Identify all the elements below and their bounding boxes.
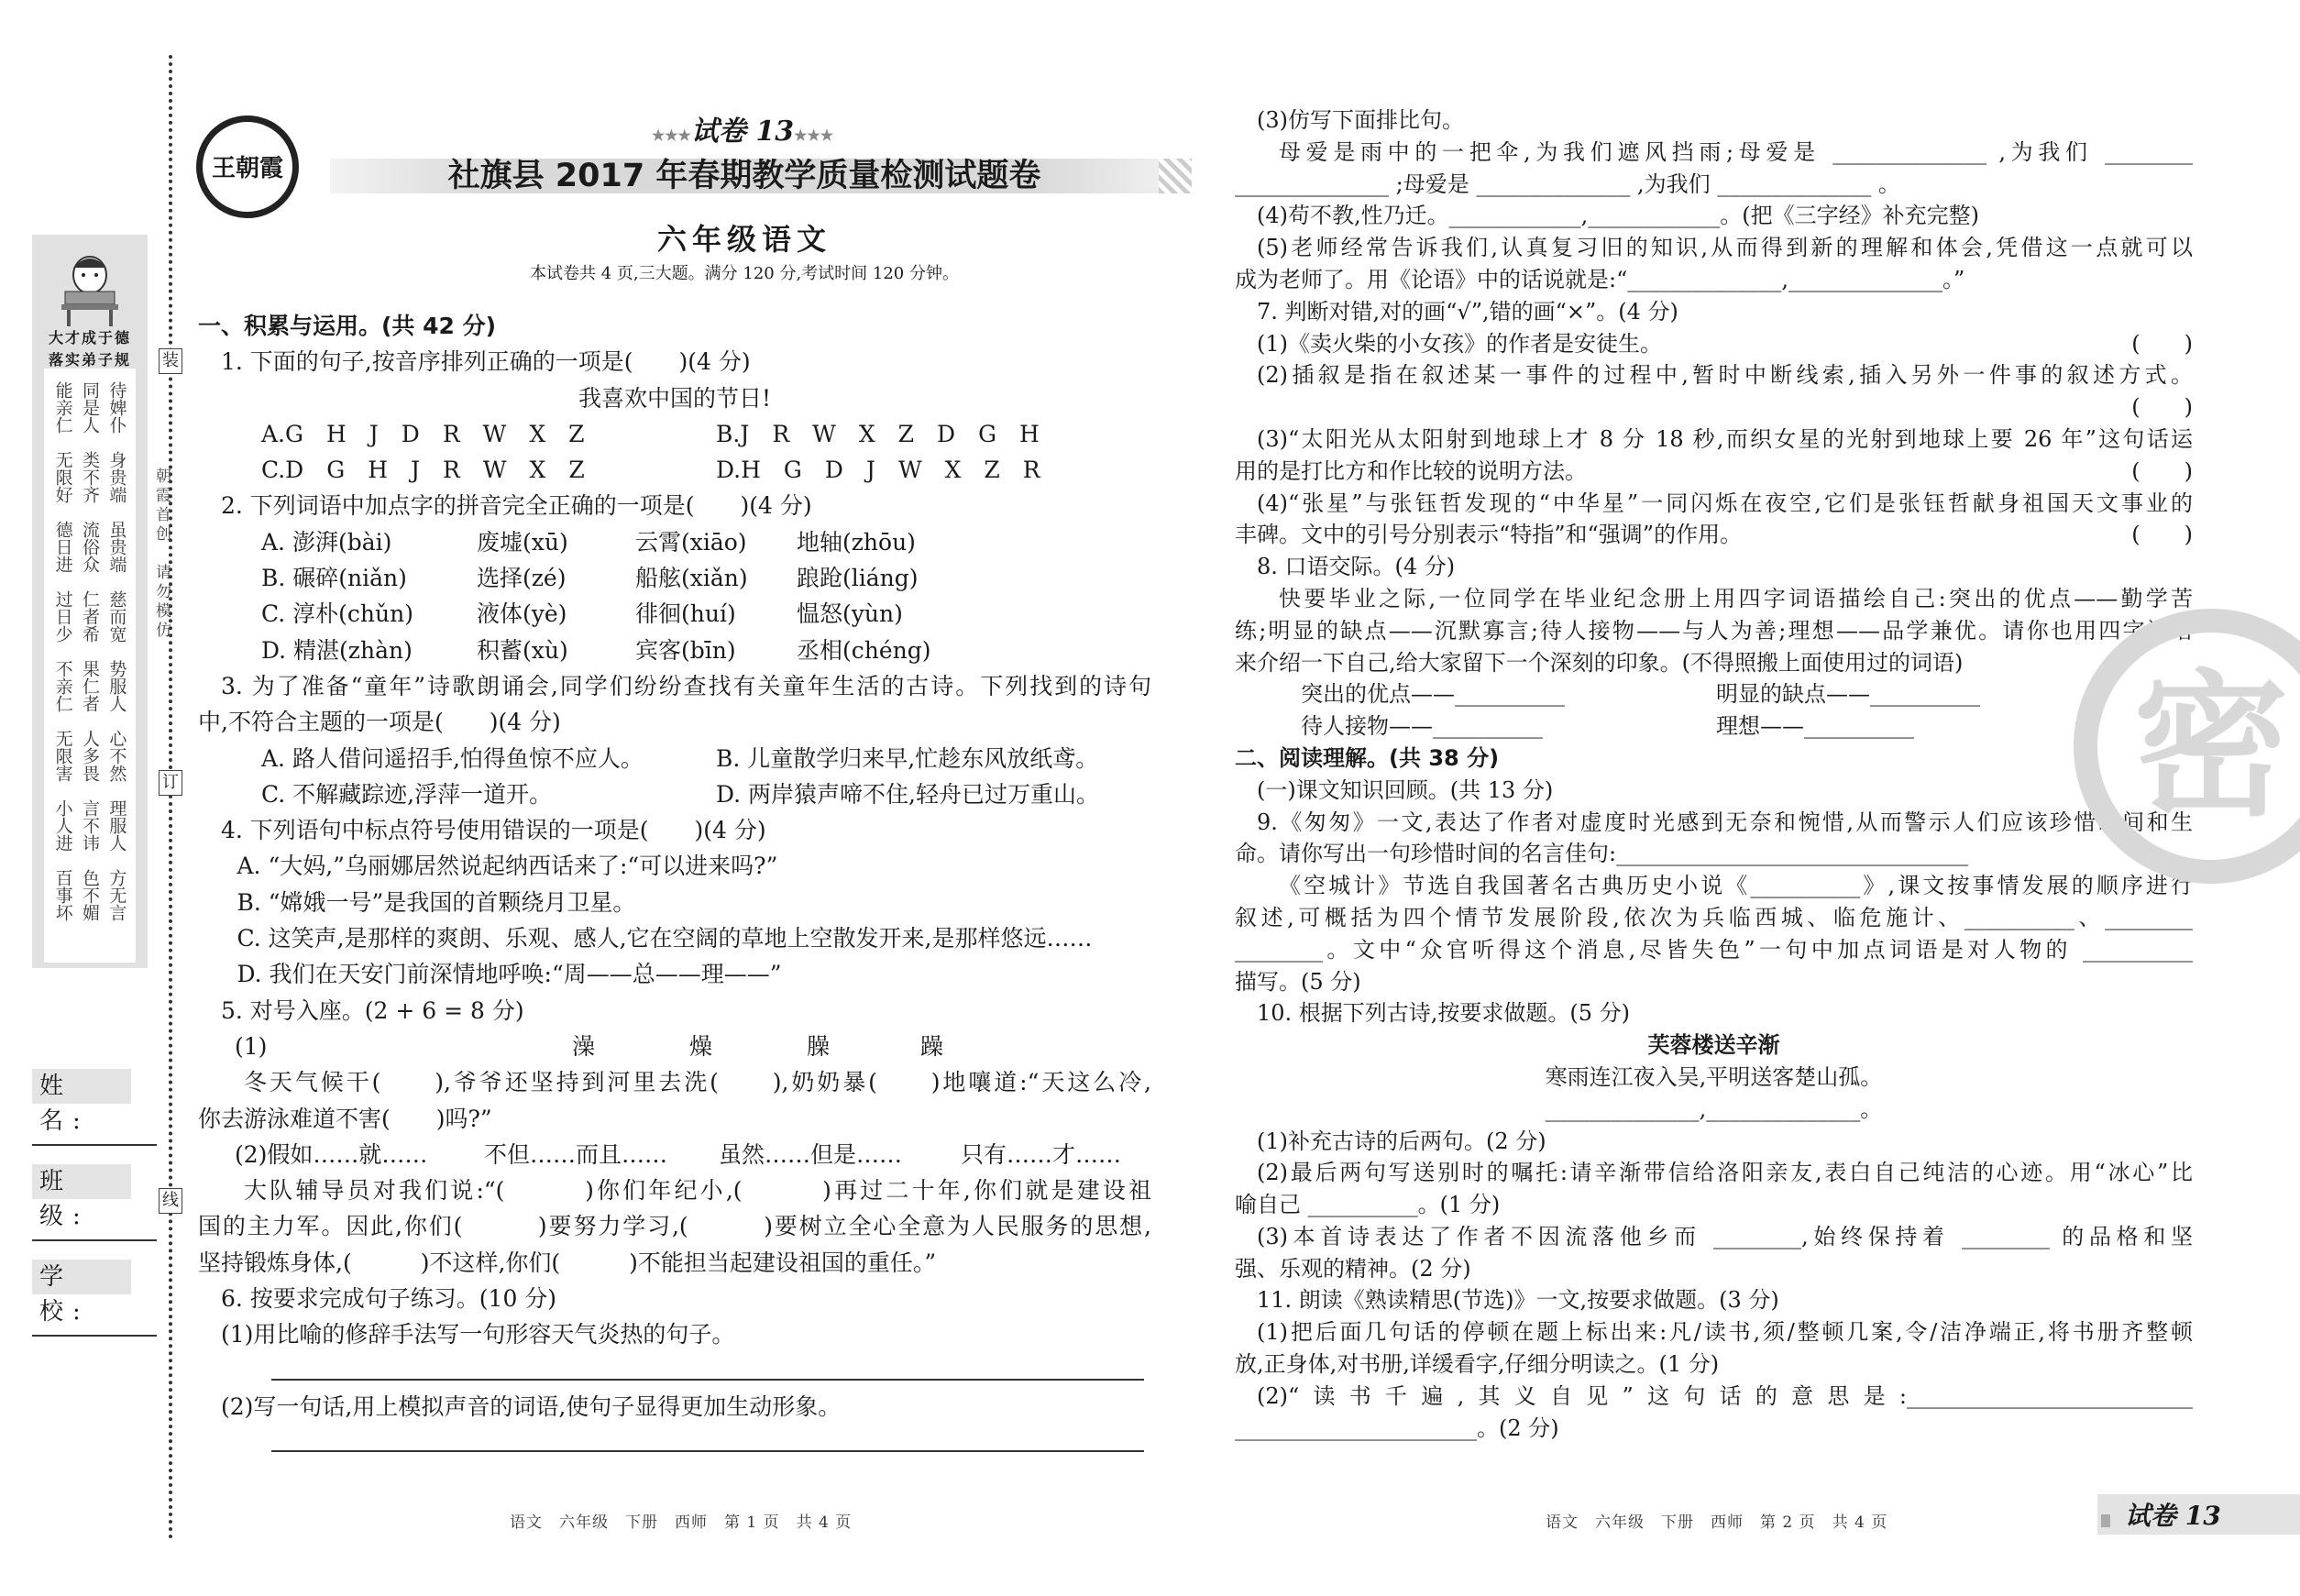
verse-column: 过日少 — [52, 590, 73, 643]
exam-line — [1235, 1126, 2193, 1158]
grid-cell: (2)假如……就…… — [235, 1140, 428, 1168]
verse-column: 百事坏 — [52, 869, 73, 921]
exam-line — [1235, 551, 2193, 583]
publisher-logo — [196, 116, 299, 218]
grid-cell: 废墟(xū) — [477, 528, 568, 556]
exam-line — [1235, 105, 2193, 137]
line-text: (1)把后面几句话的停顿在题上标出来:凡/读书,须/整顿几案,令/洁净端正,将书册齐整顿 — [1257, 1319, 2193, 1346]
line-text: 9.《匆匆》一文,表达了作者对虚度时光感到无奈和惋惜,从而警示人们应该珍惜时间和生 — [1257, 809, 2193, 835]
verse-column: 人多畏 — [79, 730, 100, 782]
series-badge-text — [2125, 1496, 2221, 1533]
series-number: 13 — [755, 116, 795, 148]
checker-decoration — [1159, 159, 1192, 193]
grid-cell: (1) — [235, 1032, 268, 1060]
grid-cell: A. 澎湃(bài) — [261, 528, 392, 556]
verse-column: 无限好 — [52, 451, 73, 503]
badge-dot — [2101, 1514, 2110, 1527]
badge-label: 试卷 — [2125, 1501, 2177, 1531]
verse-block — [50, 660, 130, 712]
footer-page-2: 语文 六年级 下册 西师 第 2 页 共 4 页 — [1546, 1513, 1888, 1532]
line-text: 母爱是雨中的一把伞,为我们遮风挡雨;母爱是 ______________ ,为我们 ________ — [1279, 138, 2193, 165]
grid-cell: 不但……而且…… — [484, 1140, 668, 1168]
star-icon: ★★★ — [651, 127, 691, 144]
grid-cell: A.G H J D R W X Z — [261, 420, 585, 447]
class-field[interactable] — [32, 1239, 157, 1241]
exam-line — [198, 633, 1151, 668]
grid-cell: 待人接物——__________ — [1301, 713, 1543, 740]
exam-line — [1235, 1094, 2193, 1126]
line-text: B. “嫦娥一号”是我国的首颗绕月卫星。 — [237, 888, 636, 916]
verse-block — [50, 590, 130, 643]
left-page-content — [198, 308, 1151, 1461]
series-label: 试卷 — [690, 116, 746, 148]
exam-line — [198, 776, 1151, 812]
line-text: 练;明显的缺点——沉默寡言;待人接物——与人为善;理想——品学兼优。请你也用四字词语 — [1235, 617, 2193, 644]
verse-column: 身贵端 — [106, 451, 127, 503]
grid-cell: 徘徊(huí) — [635, 600, 736, 628]
class-label: 班 级: — [32, 1164, 131, 1199]
exam-line — [1235, 1189, 2193, 1221]
exam-line — [198, 380, 1151, 416]
series-heading — [623, 108, 862, 149]
exam-line — [1235, 296, 2193, 328]
grid-cell: 燥 — [689, 1032, 713, 1060]
exam-line — [198, 1101, 1151, 1137]
exam-line — [198, 1281, 1151, 1316]
verse-block — [50, 730, 130, 782]
line-text: (2)插叙是指在叙述某一事件的过程中,暂时中断线索,插入另外一件事的叙述方式。 — [1257, 362, 2193, 389]
grid-cell: 踉跄(liáng) — [797, 565, 919, 592]
exam-line — [198, 1064, 1151, 1100]
verse-panel — [44, 369, 136, 963]
exam-line — [1235, 1316, 2193, 1348]
exam-line — [198, 1029, 1151, 1064]
verse-block — [50, 451, 130, 503]
line-text: 8. 口语交际。(4 分) — [1257, 554, 1456, 580]
exam-line — [1235, 838, 2193, 870]
motto-line: 大才成于德 — [48, 329, 131, 347]
exam-line — [198, 668, 1151, 704]
grid-cell: 地轴(zhōu) — [797, 528, 916, 556]
exam-line — [1235, 1029, 2193, 1062]
line-text: 1. 下面的句子,按音序排列正确的一项是( )(4 分) — [221, 348, 751, 376]
line-text: 冬天气候干( ),爷爷还坚持到河里去洗( ),奶奶暴( )地嚷道:“天这么冷, — [244, 1069, 1151, 1096]
line-text: 我喜欢中国的节日! — [578, 384, 772, 412]
exam-line — [1235, 137, 2193, 169]
exam-line — [1235, 519, 2193, 551]
answer-line[interactable] — [271, 1450, 1144, 1452]
line-text: (1)补充古诗的后两句。(2 分) — [1257, 1128, 1546, 1154]
line-text: 快要毕业之际,一位同学在毕业纪念册上用四字词语描绘自己:突出的优点——勤学苦 — [1279, 585, 2193, 611]
motto-line: 落实弟子规 — [48, 351, 131, 369]
verse-column: 类不齐 — [79, 451, 100, 503]
exam-line — [1235, 902, 2193, 934]
line-text: 来介绍一下自己,给大家留下一个深刻的印象。(不得照搬上面使用过的词语) — [1235, 649, 1964, 676]
exam-line — [198, 524, 1151, 560]
badge-number: 13 — [2184, 1501, 2221, 1531]
exam-line — [198, 560, 1151, 596]
grid-cell: B. 碾碎(niǎn) — [261, 565, 407, 592]
line-text: 中,不符合主题的一项是( )(4 分) — [198, 709, 561, 736]
line-text: 用的是打比方和作比较的说明方法。 — [1235, 457, 1587, 484]
line-text: 芙蓉楼送辛渐 — [1647, 1032, 1780, 1059]
exam-title: 社旗县 2017 年春期教学质量检测试题卷 — [447, 158, 1041, 194]
footer-page-1: 语文 六年级 下册 西师 第 1 页 共 4 页 — [510, 1513, 853, 1532]
grid-cell: 愠怒(yùn) — [797, 600, 903, 628]
exam-line — [1235, 583, 2193, 615]
verse-block — [50, 521, 130, 573]
line-text: (1)用比喻的修辞手法写一句形容天气炎热的句子。 — [221, 1321, 735, 1348]
exam-line — [198, 1316, 1151, 1352]
line-text: 强、乐观的精神。(2 分) — [1235, 1255, 1471, 1282]
exam-line — [1235, 391, 2193, 424]
school-field[interactable] — [32, 1335, 157, 1337]
line-text: ______________ ;母爱是 ______________ ,为我们 ______________ 。 — [1235, 171, 1900, 197]
copyright-notice: 朝霞首创 请勿模仿 — [152, 468, 171, 641]
right-page-content — [1235, 105, 2193, 1444]
grid-cell: 明显的缺点——__________ — [1716, 681, 1980, 708]
grid-cell: B.J R W X Z D G H — [716, 420, 1040, 447]
binding-mark-ding: 订 — [159, 770, 182, 796]
exam-line — [198, 488, 1151, 523]
student-reading-icon — [58, 248, 122, 330]
exam-line — [198, 1137, 1151, 1172]
exam-line — [198, 848, 1151, 884]
line-text: 5. 对号入座。(2 + 6 = 8 分) — [221, 996, 524, 1024]
line-text: 放,正身体,对书册,详缓看字,仔细分明读之。(1 分) — [1235, 1351, 1720, 1378]
exam-line — [1235, 200, 2193, 232]
exam-line — [1235, 743, 2193, 775]
exam-line — [198, 452, 1151, 488]
verse-column: 果仁者 — [79, 660, 100, 712]
binding-mark-zhuang: 装 — [159, 348, 182, 374]
answer-line[interactable] — [271, 1379, 1144, 1381]
verse-column: 德日进 — [52, 521, 73, 573]
exam-line — [1235, 1348, 2193, 1381]
verse-column: 同是人 — [79, 381, 100, 434]
line-text: (1)《卖火柴的小女孩》的作者是安徒生。 — [1257, 330, 1662, 357]
exam-line — [1235, 328, 2193, 360]
line-text: (2)最后两句写送别时的嘱托:请辛渐带信给洛阳亲友,表白自己纯洁的心迹。用“冰心”比 — [1257, 1160, 2193, 1186]
exam-line — [1235, 870, 2193, 902]
line-text: ______________,______________。 — [1545, 1095, 1883, 1122]
exam-line — [198, 920, 1151, 956]
school-label: 学 校: — [32, 1260, 131, 1294]
line-text: 11. 朗读《熟读精思(节选)》一文,按要求做题。(3 分) — [1257, 1287, 1779, 1314]
line-text: (4)苟不教,性乃迁。____________,____________。(把《三字经》补充完整) — [1257, 203, 1979, 229]
verse-column: 能亲仁 — [52, 381, 73, 434]
grid-cell: 积蓄(xù) — [477, 636, 568, 664]
line-text: (3)本首诗表达了作者不因流落他乡而 ________,始终保持着 ________ 的品格和坚 — [1257, 1223, 2193, 1249]
line-text: (2)“读书千遍,其义自见”这句话的意思是:__________________________ — [1257, 1382, 2193, 1409]
exam-line — [1235, 488, 2193, 520]
line-text: ________。文中“众官听得这个消息,尽皆失色”一句中加点词语是对人物的 __________ — [1235, 936, 2193, 963]
grid-cell: C. 淳朴(chǔn) — [261, 600, 413, 628]
verse-column: 势服人 — [106, 660, 127, 712]
line-text: ______________________。(2 分) — [1235, 1414, 1559, 1441]
verse-column: 慈而宽 — [106, 590, 127, 643]
exam-line — [198, 308, 1151, 344]
verse-block — [50, 381, 130, 434]
exam-line — [1235, 775, 2193, 807]
exam-line — [198, 885, 1151, 920]
line-text: A. “大妈,”乌丽娜居然说起纳西话来了:“可以进来吗?” — [237, 853, 778, 880]
grid-cell: 宾客(bīn) — [635, 636, 736, 664]
verse-column: 待婢仆 — [106, 381, 127, 434]
grid-cell: 液体(yè) — [477, 600, 567, 628]
grid-cell: D.H G D J W X Z R — [716, 457, 1040, 484]
exam-line — [1235, 1284, 2193, 1316]
line-text: (一)课文知识回顾。(共 13 分) — [1257, 776, 1554, 803]
exam-line — [1235, 710, 2193, 743]
exam-line — [198, 741, 1151, 776]
grid-cell: D. 精湛(zhàn) — [261, 636, 413, 664]
line-text: 描写。(5 分) — [1235, 968, 1361, 995]
exam-line — [1235, 169, 2193, 201]
exam-line — [1235, 1381, 2193, 1413]
answer-bracket: ( ) — [2131, 457, 2193, 484]
line-text: 4. 下列语句中标点符号使用错误的一项是( )(4 分) — [221, 817, 766, 844]
grid-cell: 臊 — [807, 1032, 831, 1060]
line-text: 一、积累与运用。(共 42 分) — [198, 313, 497, 339]
line-text: 坚持锻炼身体,( )不这样,你们( )不能担当起建设祖国的重任。” — [198, 1249, 937, 1276]
sidebar-dizigui — [32, 235, 148, 968]
line-text: 国的主力军。因此,你们( )要努力学习,( )要树立全心全意为人民服务的思想, — [198, 1213, 1151, 1240]
grid-cell: 船舷(xiǎn) — [635, 565, 748, 592]
line-text: 10. 根据下列古诗,按要求做题。(5 分) — [1257, 1000, 1631, 1027]
answer-bracket: ( ) — [2131, 522, 2193, 548]
exam-line — [1235, 1221, 2193, 1253]
line-text: D. 我们在天安门前深情地呼唤:“周——总——理——” — [237, 961, 782, 988]
line-text: 丰碑。文中的引号分别表示“特指”和“强调”的作用。 — [1235, 522, 1743, 548]
exam-line — [1235, 615, 2193, 647]
line-text: C. 这笑声,是那样的爽朗、乐观、感人,它在空阔的草地上空散发开来,是那样悠远…… — [237, 925, 1093, 952]
line-text: 喻自己 __________。(1 分) — [1235, 1192, 1501, 1218]
binding-mark-xian: 线 — [159, 1188, 182, 1214]
exam-line — [1235, 647, 2193, 679]
exam-line — [1235, 1157, 2193, 1189]
grid-cell: A. 路人借问遥招手,怕得鱼惊不应人。 — [261, 744, 644, 772]
exam-line — [198, 344, 1151, 380]
verse-column: 不亲仁 — [52, 660, 73, 712]
line-text: 寒雨连江夜入吴,平明送客楚山孤。 — [1545, 1063, 1883, 1090]
exam-line — [198, 1172, 1151, 1208]
exam-line — [1235, 966, 2193, 998]
grid-cell: 澡 — [572, 1032, 596, 1060]
exam-line — [1235, 1253, 2193, 1285]
binding-line — [169, 55, 172, 1540]
name-label: 姓 名: — [32, 1069, 131, 1104]
verse-column: 理服人 — [106, 799, 127, 852]
grid-cell: 虽然……但是…… — [719, 1140, 903, 1168]
verse-column: 流俗众 — [79, 521, 100, 573]
star-icon: ★★★ — [794, 127, 834, 144]
line-text: 《空城计》节选自我国著名古典历史小说《__________》,课文按事情发展的顺序进行 — [1279, 873, 2193, 899]
logo-text: 王朝霞 — [211, 155, 283, 182]
grid-cell: 选择(zé) — [477, 565, 567, 592]
answer-bracket: ( ) — [2131, 394, 2193, 421]
line-text: (3)“太阳光从太阳射到地球上才 8 分 18 秒,而织女星的光射到地球上要 26 年”这句话运 — [1257, 425, 2193, 452]
exam-line — [198, 1389, 1151, 1425]
grid-cell: 突出的优点——__________ — [1301, 681, 1565, 708]
line-text: 3. 为了准备“童年”诗歌朗诵会,同学们纷纷查找有关童年生活的古诗。下列找到的诗句 — [221, 672, 1151, 699]
exam-line — [198, 812, 1151, 848]
verse-block — [50, 869, 130, 921]
line-text: 2. 下列词语中加点字的拼音完全正确的一项是( )(4 分) — [221, 492, 812, 520]
verse-column: 方无言 — [106, 869, 127, 921]
exam-line — [1235, 359, 2193, 391]
line-text: (4)“张星”与张钰哲发现的“中华星”一同闪烁在夜空,它们是张钰哲献身祖国天文事业的 — [1257, 490, 2193, 516]
line-text: 6. 按要求完成句子练习。(10 分) — [221, 1285, 557, 1313]
grid-cell: 云霄(xiāo) — [635, 528, 747, 556]
exam-line — [1235, 934, 2193, 966]
grid-cell: 躁 — [920, 1032, 944, 1060]
exam-line — [1235, 424, 2193, 456]
exam-line — [198, 1208, 1151, 1244]
verse-block — [50, 799, 130, 852]
exam-line — [198, 596, 1151, 632]
grid-cell: C.D G H J R W X Z — [261, 457, 585, 484]
verse-column: 仁者希 — [79, 590, 100, 643]
watermark-seal: 密 — [2074, 609, 2300, 884]
grid-cell: B. 儿童散学归来早,忙趁东风放纸鸢。 — [716, 744, 1099, 772]
exam-line — [198, 416, 1151, 452]
exam-line — [1235, 997, 2193, 1029]
verse-column: 色不媚 — [79, 869, 100, 921]
line-text: 成为老师了。用《论语》中的话说就是:“______________,______________。” — [1235, 266, 1965, 292]
grid-cell: C. 不解藏踪迹,浮萍一道开。 — [261, 780, 553, 808]
verse-column: 言不讳 — [79, 799, 100, 852]
exam-line — [1235, 1062, 2193, 1094]
exam-line — [198, 1353, 1151, 1389]
exam-line — [1235, 264, 2193, 296]
exam-line — [198, 704, 1151, 740]
line-text: 二、阅读理解。(共 38 分) — [1235, 744, 1500, 771]
verse-column: 虽贵端 — [106, 521, 127, 573]
line-text: 大队辅导员对我们说:“( )你们年纪小,( )再过二十年,你们就是建设祖 — [244, 1177, 1151, 1205]
exam-info: 本试卷共 4 页,三大题。满分 120 分,考试时间 120 分钟。 — [530, 264, 959, 283]
exam-line — [1235, 232, 2193, 264]
answer-bracket: ( ) — [2131, 330, 2193, 357]
line-text: (3)仿写下面排比句。 — [1257, 107, 1464, 133]
line-text: (2)写一句话,用上模拟声音的词语,使句子显得更加生动形象。 — [221, 1392, 842, 1420]
verse-column: 心不然 — [106, 730, 127, 782]
exam-line — [198, 993, 1151, 1029]
line-text: 叙述,可概括为四个情节发展阶段,依次为兵临西城、临危施计、__________、________ — [1235, 904, 2193, 930]
exam-line — [1235, 1413, 2193, 1445]
verse-column: 小人进 — [52, 799, 73, 852]
verse-column: 无限害 — [52, 730, 73, 782]
exam-line — [1235, 456, 2193, 488]
exam-line — [1235, 678, 2193, 710]
grid-cell: 丞相(chéng) — [797, 636, 931, 664]
exam-line — [198, 956, 1151, 992]
exam-line — [198, 1425, 1151, 1460]
line-text: 你去游泳难道不害( )吗?” — [198, 1105, 492, 1132]
grid-cell: D. 两岸猿声啼不住,轻舟已过万重山。 — [716, 780, 1099, 808]
line-text: (5)老师经常告诉我们,认真复习旧的知识,从而得到新的理解和体会,凭借这一点就可以 — [1257, 235, 2193, 261]
subject-title: 六年级语文 — [656, 222, 831, 257]
line-text: 命。请你写出一句珍惜时间的名言佳句:________________________________ — [1235, 841, 1969, 867]
exam-line — [198, 1245, 1151, 1281]
line-text: 7. 判断对错,对的画“√”,错的画“×”。(4 分) — [1257, 298, 1678, 325]
exam-line — [1235, 807, 2193, 839]
grid-cell: 理想——__________ — [1716, 713, 1914, 740]
grid-cell: 只有……才…… — [961, 1140, 1122, 1168]
name-field[interactable] — [32, 1144, 157, 1146]
